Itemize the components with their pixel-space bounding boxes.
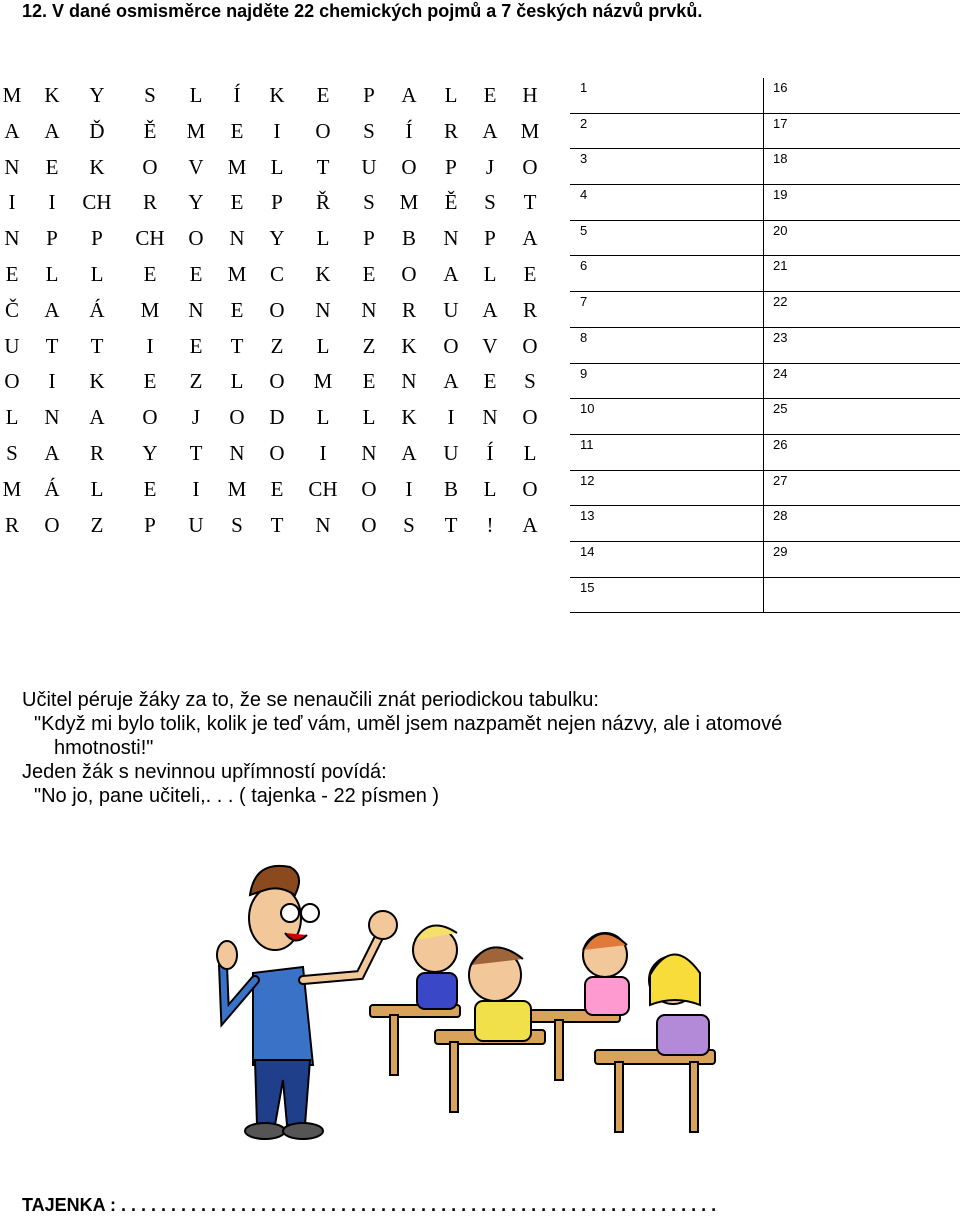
- grid-letter: I: [273, 118, 281, 143]
- grid-letter: C: [269, 261, 284, 286]
- answer-row: [570, 185, 960, 221]
- grid-letter: S: [144, 83, 156, 107]
- grid-letter: S: [403, 512, 415, 537]
- grid-letter: A: [401, 83, 417, 107]
- grid-letter: A: [44, 297, 60, 322]
- answer-row: [570, 78, 960, 114]
- grid-letter: J: [191, 405, 201, 430]
- task-heading: 12. V dané osmisměrce najděte 22 chemických pojmů a 7 českých názvů prvků.: [22, 1, 703, 21]
- grid-row: [0, 150, 545, 186]
- grid-letter: L: [316, 405, 330, 430]
- grid-letter: E: [230, 190, 244, 215]
- grid-letter: N: [443, 226, 459, 251]
- grid-letter: E: [189, 261, 203, 286]
- answer-number-left: 3: [580, 151, 588, 167]
- grid-letter: V: [188, 154, 204, 179]
- grid-letter: P: [144, 512, 156, 537]
- grid-row: [0, 364, 545, 400]
- answer-row: [570, 114, 960, 150]
- grid-letter: U: [188, 512, 204, 537]
- grid-letter: O: [188, 226, 204, 251]
- grid-letter: R: [401, 297, 416, 322]
- answer-number-left: 9: [580, 365, 588, 381]
- answer-number-right: 29: [773, 543, 788, 559]
- grid-letter: N: [401, 369, 417, 394]
- answer-number-left: 8: [580, 329, 588, 345]
- grid-letter: L: [523, 440, 537, 465]
- grid-letter: E: [230, 118, 244, 143]
- answer-row: [570, 506, 960, 542]
- joke-text: [22, 688, 782, 808]
- grid-letter: O: [315, 118, 331, 143]
- answer-number-left: 15: [580, 579, 595, 595]
- grid-letter: E: [523, 261, 537, 286]
- answer-number-left: 14: [580, 543, 595, 559]
- grid-letter: M: [520, 118, 540, 143]
- answer-row: [570, 471, 960, 507]
- answer-row: [570, 542, 960, 578]
- grid-letter: K: [401, 405, 417, 430]
- grid-letter: Ě: [444, 190, 458, 215]
- answer-number-right: 22: [773, 294, 788, 310]
- answer-row: [570, 149, 960, 185]
- grid-letter: B: [443, 476, 458, 501]
- grid-letter: E: [316, 83, 330, 107]
- grid-letter: L: [90, 476, 104, 501]
- joke-line: Učitel péruje žáky za to, že se nenaučili znát periodickou tabulku:: [22, 689, 599, 711]
- grid-letter: Ď: [89, 118, 105, 143]
- grid-letter: L: [230, 369, 244, 394]
- answer-divider: [763, 435, 764, 471]
- grid-letter: O: [269, 369, 285, 394]
- answer-number-left: 12: [580, 472, 595, 488]
- grid-letter: A: [522, 512, 538, 537]
- answer-number-right: 19: [773, 187, 788, 203]
- grid-letter: L: [45, 261, 59, 286]
- grid-letter: S: [363, 190, 375, 215]
- grid-letter: T: [45, 333, 59, 358]
- answer-row: [570, 578, 960, 614]
- grid-letter: P: [363, 226, 375, 251]
- grid-letter: O: [522, 405, 538, 430]
- answer-row: [570, 292, 960, 328]
- grid-letter: O: [142, 405, 158, 430]
- grid-letter: Í: [233, 83, 241, 107]
- answer-number-right: 17: [773, 115, 788, 131]
- grid-letter: K: [269, 83, 285, 107]
- grid-letter: N: [229, 440, 245, 465]
- answer-divider: [763, 114, 764, 150]
- grid-letter: L: [270, 154, 284, 179]
- grid-letter: O: [361, 476, 377, 501]
- grid-letter: A: [522, 226, 538, 251]
- grid-letter: B: [401, 226, 416, 251]
- answer-divider: [763, 364, 764, 400]
- grid-letter: M: [313, 369, 333, 394]
- grid-letter: Ř: [315, 190, 330, 215]
- grid-letter: N: [482, 405, 498, 430]
- grid-row: [0, 400, 545, 436]
- grid-letter: N: [315, 512, 331, 537]
- grid-letter: Y: [89, 83, 105, 107]
- grid-letter: O: [269, 440, 285, 465]
- grid-letter: !: [486, 512, 494, 537]
- grid-row: [0, 78, 545, 114]
- grid-letter: A: [44, 118, 60, 143]
- grid-letter: U: [361, 154, 377, 179]
- grid-letter: S: [231, 512, 243, 537]
- joke-line: "Když mi bylo tolik, kolik je teď vám, uměl jsem nazpamět nejen názvy, ale i atomové: [34, 713, 783, 735]
- grid-letter: L: [5, 405, 19, 430]
- grid-letter: Y: [269, 226, 285, 251]
- word-search-grid: [0, 78, 545, 543]
- answer-divider: [763, 292, 764, 328]
- grid-letter: Í: [486, 440, 494, 465]
- grid-letter: A: [443, 369, 459, 394]
- grid-row: [0, 114, 545, 150]
- teacher-figure: [217, 866, 397, 1139]
- grid-letter: O: [522, 476, 538, 501]
- grid-letter: E: [270, 476, 284, 501]
- grid-letter: O: [401, 261, 417, 286]
- answer-number-right: 21: [773, 258, 788, 274]
- grid-letter: L: [316, 226, 330, 251]
- grid-letter: L: [483, 476, 497, 501]
- grid-letter: T: [230, 333, 244, 358]
- answer-divider: [763, 256, 764, 292]
- grid-letter: O: [443, 333, 459, 358]
- grid-letter: R: [443, 118, 458, 143]
- grid-letter: N: [361, 297, 377, 322]
- grid-letter: L: [90, 261, 104, 286]
- grid-letter: P: [271, 190, 283, 215]
- grid-letter: L: [362, 405, 376, 430]
- grid-letter: L: [189, 83, 203, 107]
- grid-letter: T: [523, 190, 537, 215]
- tajenka-line: TAJENKA : . . . . . . . . . . . . . . . . . . . . . . . . . . . . . . . . . . . . . . . . . . . . . . . . . . . . . . . . . . . .: [22, 1195, 717, 1215]
- joke-line: Jeden žák s nevinnou upřímností povídá:: [22, 761, 387, 783]
- answer-number-right: 23: [773, 329, 788, 345]
- answer-number-right: 28: [773, 508, 788, 524]
- grid-letter: N: [361, 440, 377, 465]
- answer-row: [570, 256, 960, 292]
- grid-letter: E: [362, 369, 376, 394]
- grid-letter: R: [89, 440, 104, 465]
- grid-letter: M: [227, 476, 247, 501]
- grid-row: [0, 472, 545, 508]
- grid-letter: P: [91, 226, 103, 251]
- grid-letter: O: [142, 154, 158, 179]
- grid-letter: M: [227, 261, 247, 286]
- grid-letter: N: [229, 226, 245, 251]
- joke-line: "No jo, pane učiteli,. . . ( tajenka - 22 písmen ): [34, 785, 440, 807]
- grid-letter: I: [405, 476, 413, 501]
- grid-letter: O: [269, 297, 285, 322]
- answer-row: [570, 364, 960, 400]
- grid-letter: CH: [82, 190, 112, 215]
- grid-letter: A: [482, 118, 498, 143]
- answer-number-right: 25: [773, 401, 788, 417]
- grid-letter: E: [230, 297, 244, 322]
- grid-letter: M: [186, 118, 206, 143]
- grid-letter: S: [363, 118, 375, 143]
- grid-letter: T: [270, 512, 284, 537]
- answer-divider: [763, 578, 764, 614]
- answer-number-right: 27: [773, 472, 788, 488]
- grid-letter: O: [401, 154, 417, 179]
- grid-letter: K: [89, 154, 105, 179]
- grid-letter: K: [89, 369, 105, 394]
- answer-divider: [763, 185, 764, 221]
- grid-letter: R: [142, 190, 157, 215]
- grid-letter: J: [485, 154, 495, 179]
- answer-number-right: 26: [773, 436, 788, 452]
- grid-letter: I: [48, 369, 56, 394]
- grid-letter: O: [361, 512, 377, 537]
- grid-letter: P: [445, 154, 457, 179]
- answer-row: [570, 399, 960, 435]
- grid-letter: I: [319, 440, 327, 465]
- answer-number-left: 10: [580, 401, 595, 417]
- answer-number-right: 24: [773, 365, 788, 381]
- grid-letter: I: [192, 476, 200, 501]
- grid-letter: E: [143, 476, 157, 501]
- grid-letter: E: [143, 261, 157, 286]
- answer-number-left: 1: [580, 80, 588, 95]
- grid-letter: T: [316, 154, 330, 179]
- answer-number-right: 16: [773, 80, 788, 95]
- grid-letter: L: [444, 83, 458, 107]
- grid-letter: N: [4, 154, 20, 179]
- grid-letter: Á: [44, 476, 60, 501]
- grid-letter: A: [44, 440, 60, 465]
- grid-row: [0, 293, 545, 329]
- answer-row: [570, 435, 960, 471]
- grid-letter: K: [401, 333, 417, 358]
- answer-divider: [763, 149, 764, 185]
- answer-divider: [763, 506, 764, 542]
- answer-row: [570, 221, 960, 257]
- grid-letter: Z: [90, 512, 104, 537]
- grid-letter: M: [140, 297, 160, 322]
- answer-table: [570, 78, 960, 613]
- grid-letter: U: [4, 333, 20, 358]
- grid-letter: N: [188, 297, 204, 322]
- grid-letter: Z: [189, 369, 203, 394]
- grid-letter: Y: [188, 190, 204, 215]
- grid-letter: A: [401, 440, 417, 465]
- grid-letter: Z: [270, 333, 284, 358]
- grid-letter: A: [482, 297, 498, 322]
- answer-divider: [763, 399, 764, 435]
- grid-letter: O: [229, 405, 245, 430]
- answer-divider: [763, 328, 764, 364]
- grid-letter: K: [44, 83, 60, 107]
- answer-number-left: 11: [580, 436, 594, 452]
- grid-row: [0, 508, 545, 544]
- grid-letter: Y: [142, 440, 158, 465]
- answer-number-left: 2: [580, 115, 588, 131]
- grid-letter: O: [522, 333, 538, 358]
- answer-number-left: 5: [580, 222, 588, 238]
- grid-letter: E: [5, 261, 19, 286]
- grid-letter: Í: [405, 118, 413, 143]
- grid-letter: L: [483, 261, 497, 286]
- grid-letter: I: [48, 190, 56, 215]
- grid-letter: E: [189, 333, 203, 358]
- answer-number-left: 7: [580, 294, 588, 310]
- grid-letter: A: [89, 405, 105, 430]
- grid-letter: O: [4, 369, 20, 394]
- grid-row: [0, 329, 545, 365]
- grid-letter: I: [447, 405, 455, 430]
- grid-letter: U: [443, 440, 459, 465]
- grid-letter: CH: [308, 476, 338, 501]
- classroom-cartoon-illustration: [195, 855, 765, 1145]
- grid-letter: P: [46, 226, 58, 251]
- grid-letter: E: [483, 369, 497, 394]
- answer-row: [570, 328, 960, 364]
- grid-letter: M: [2, 83, 22, 107]
- grid-letter: O: [44, 512, 60, 537]
- grid-row: [0, 436, 545, 472]
- grid-letter: M: [399, 190, 419, 215]
- grid-letter: K: [315, 261, 331, 286]
- grid-letter: A: [443, 261, 459, 286]
- grid-letter: Á: [89, 297, 105, 322]
- grid-letter: L: [316, 333, 330, 358]
- grid-letter: N: [315, 297, 331, 322]
- grid-letter: P: [484, 226, 496, 251]
- grid-letter: R: [522, 297, 537, 322]
- grid-letter: R: [4, 512, 19, 537]
- grid-letter: I: [146, 333, 154, 358]
- answer-number-right: 20: [773, 222, 788, 238]
- answer-number-left: 4: [580, 187, 588, 203]
- grid-letter: N: [4, 226, 20, 251]
- grid-letter: Z: [362, 333, 376, 358]
- joke-line: hmotnosti!": [54, 737, 154, 759]
- grid-letter: M: [227, 154, 247, 179]
- grid-letter: H: [522, 83, 538, 107]
- answer-number-left: 13: [580, 508, 595, 524]
- answer-divider: [763, 78, 764, 114]
- answer-divider: [763, 221, 764, 257]
- grid-letter: D: [269, 405, 285, 430]
- grid-letter: E: [45, 154, 59, 179]
- grid-letter: T: [444, 512, 458, 537]
- grid-letter: E: [143, 369, 157, 394]
- grid-letter: P: [363, 83, 375, 107]
- grid-letter: S: [484, 190, 496, 215]
- grid-letter: N: [44, 405, 60, 430]
- answer-number-left: 6: [580, 258, 588, 274]
- grid-row: [0, 221, 545, 257]
- grid-letter: S: [6, 440, 18, 465]
- grid-letter: S: [524, 369, 536, 394]
- grid-letter: I: [8, 190, 16, 215]
- grid-letter: A: [4, 118, 20, 143]
- answer-number-right: 18: [773, 151, 788, 167]
- answer-divider: [763, 542, 764, 578]
- grid-letter: Ě: [143, 118, 157, 143]
- grid-letter: E: [362, 261, 376, 286]
- grid-letter: M: [2, 476, 22, 501]
- grid-letter: T: [189, 440, 203, 465]
- answer-divider: [763, 471, 764, 507]
- grid-letter: CH: [135, 226, 165, 251]
- grid-letter: E: [483, 83, 497, 107]
- grid-row: [0, 257, 545, 293]
- grid-row: [0, 185, 545, 221]
- grid-letter: O: [522, 154, 538, 179]
- grid-letter: V: [482, 333, 498, 358]
- grid-letter: U: [443, 297, 459, 322]
- grid-letter: T: [90, 333, 104, 358]
- grid-letter: Č: [4, 297, 19, 322]
